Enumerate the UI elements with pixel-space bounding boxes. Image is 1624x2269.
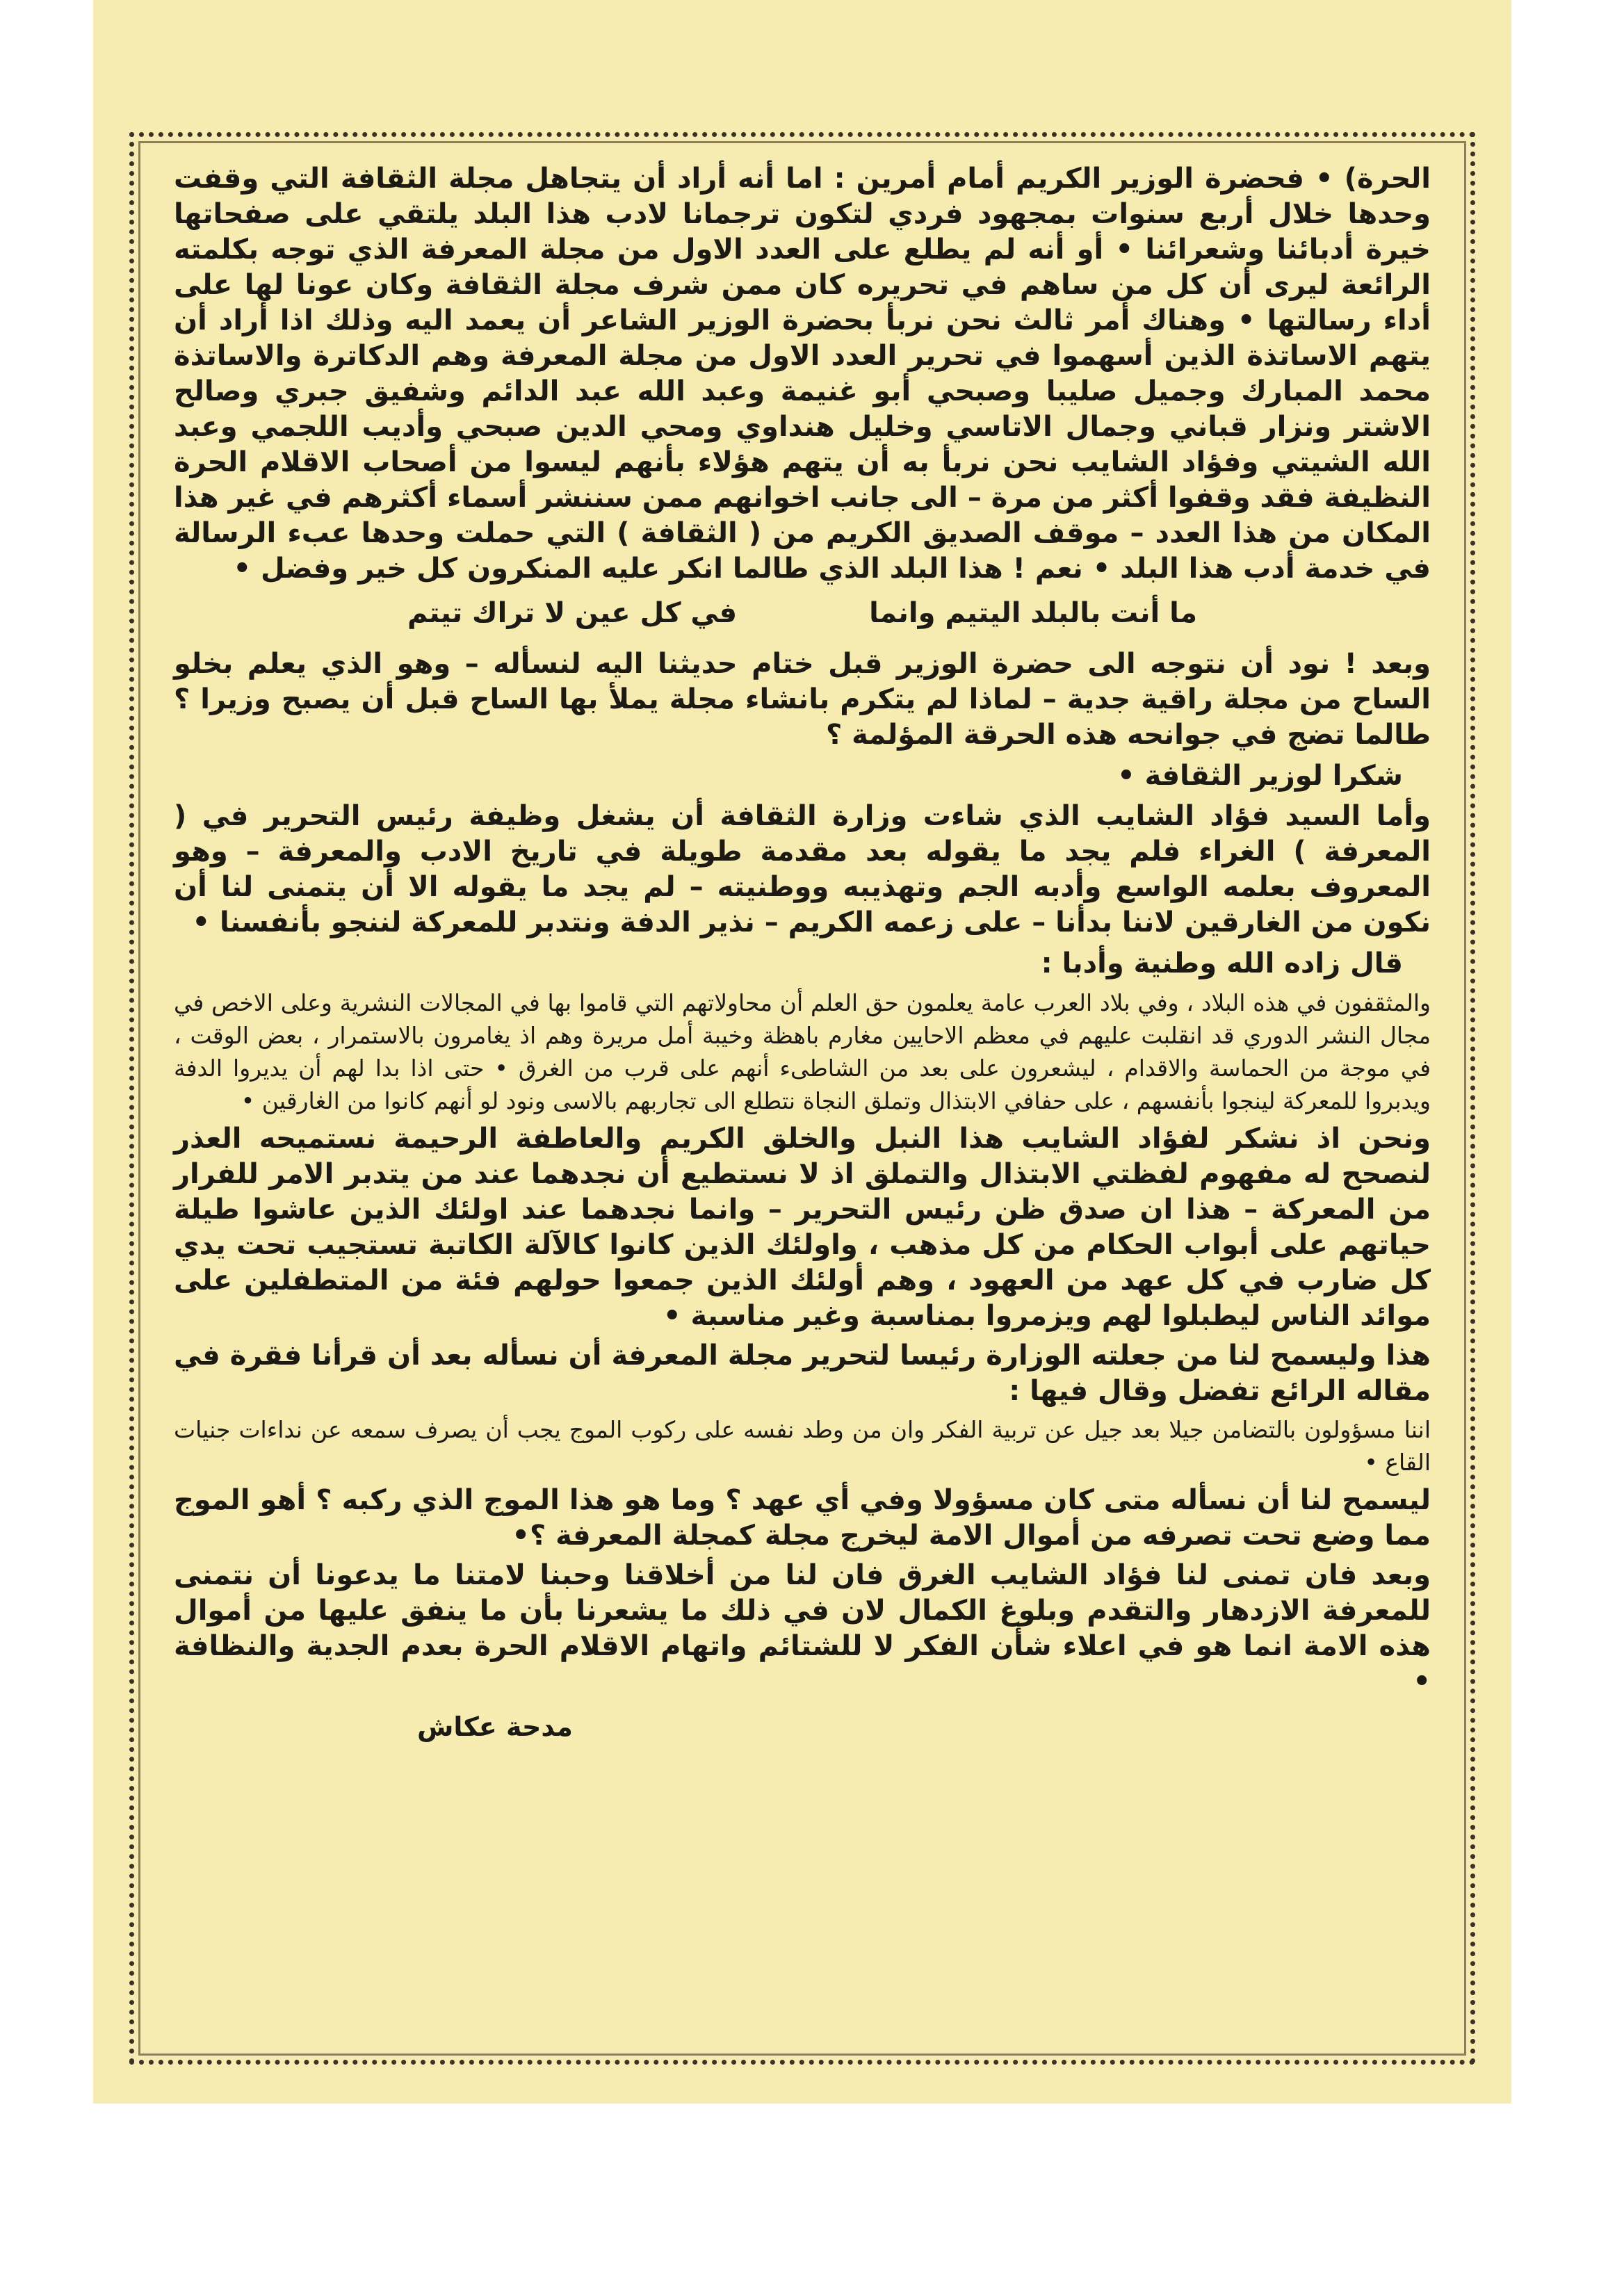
verse-right-hemistich: ما أنت بالبلد اليتيم وانما — [869, 597, 1197, 629]
paragraph-2: وبعد ! نود أن نتوجه الى حضرة الوزير قبل ختام حديثنا اليه لنسأله – وهو الذي يعلم بخلو الساح من مجلة راقية جدية – لماذا لم يتكرم بانشاء مجلة يملأ بها الساح قبل أن يصبح وزيرا ؟ طالما تضج في جوانحه هذه الحرقة المؤلمة ؟ — [174, 648, 1431, 751]
paragraph-7: ونحن اذ نشكر لفؤاد الشايب هذا النبل والخلق الكريم والعاطفة الرحيمة نستميحه العذر لنصحح له مفهوم لفظتي الابتذال والتملق اذ لا نستطيع أن نجدهما عند من يتدبر الامر للفرار من المعركة – هذا ان صدق ظن رئيس التحرير – وانما نجدهما عند اولئك الذين عاشوا طيلة حياتهم على أبواب الحكام من كل مذهب ، واولئك الذين كانوا كالآلة الكاتبة تستجيب تحت يدي كل ضارب في كل عهد من العهود ، وهم أولئك الذين جمعوا حولهم فئة من المتطفلين على موائد الناس ليطبلوا لهم ويزمروا بمناسبة وغير مناسبة • — [174, 1123, 1431, 1332]
author-signature: مدحة عكاش — [417, 1711, 573, 1742]
quoted-paragraph-6: والمثقفون في هذه البلاد ، وفي بلاد العرب عامة يعلمون حق العلم أن محاولاتهم التي قاموا بها في المجالات النشرية وعلى الاخص في مجال النشر الدوري قد انقلبت عليهم في معظم الاحايين مغارم باهظة وخيبة أمل مريرة وهم اذ يغامرون بالاستمرار ، بعض الوقت ، في موجة من الحماسة والاقدام ، ليشعرون على بعد من الشاطىء أنهم على قرب من الغرق • حتى اذا بدا لهم أن يديروا الدفة ويدبروا للمعركة لينجوا بأنفسهم ، على حفافي الابتذال وتملق النجاة نتطلع الى تجاربهم بالاسى ونود لو أنهم كانوا من الغارقين • — [174, 989, 1431, 1114]
paragraph-1: الحرة) • فحضرة الوزير الكريم أمام أمرين : اما أنه أراد أن يتجاهل مجلة الثقافة التي وقفت وحدها خلال أربع سنوات بمجهود فردي لتكون ترجمانا لادب هذا البلد يلتقي على صفحاتها خيرة أدبائنا وشعرائنا • أو أنه لم يطلع على العدد الاول من مجلة المعرفة الذي توجه بكلمته الرائعة ليرى أن كل من ساهم في تحريره كان ممن شرف مجلة الثقافة وكان عونا لها على أداء رسالتها • وهناك أمر ثالث نحن نربأ بحضرة الوزير الشاعر أن يعمد اليه وذلك اذا أراد أن يتهم الاساتذة الذين أسهموا في تحرير العدد الاول من مجلة المعرفة وهم الدكاترة والاساتذة محمد المبارك وجميل صليبا وصبحي أبو غنيمة وعبد الله عبد الدائم وشفيق جبري وصالح الاشتر ونزار قباني وجمال الاتاسي وخليل هنداوي ومحي الدين صبحي وأديب اللجمي وعبد الله الشيتي وفؤاد الشايب نحن نربأ به أن يتهم هؤلاء بأنهم ليسوا من أصحاب الاقلام الحرة النظيفة فقد وقفوا أكثر من مرة – الى جانب اخوانهم ممن سننشر أسماء أكثرهم في غير هذا المكان من هذا العدد – موقف الصديق الكريم من ( الثقافة ) التي حملت وحدها عبء الرسالة في خدمة أدب هذا البلد • نعم ! هذا البلد الذي طالما انكر عليه المنكرون كل خير وفضل • — [174, 163, 1431, 585]
quoted-paragraph-9: اننا مسؤولون بالتضامن جيلا بعد جيل عن تربية الفكر وان من وطد نفسه على ركوب الموج يجب أن يصرف سمعه عن نداءات جنيات القاع • — [174, 1416, 1431, 1476]
poetry-verse — [174, 594, 1431, 633]
article-body — [174, 161, 1431, 1744]
verse-left-hemistich: في كل عين لا تراك تيتم — [407, 597, 738, 629]
paragraph-4: وأما السيد فؤاد الشايب الذي شاءت وزارة الثقافة أن يشغل وظيفة رئيس التحرير في ( المعرفة ) الغراء فلم يجد ما يقوله بعد مقدمة طويلة في تاريخ الادب والمعرفة – وهو المعروف بعلمه الواسع وأدبه الجم وتهذيبه ووطنيته – لم يجد ما يقوله الا أن يتمنى لنا أن نكون من الغارقين لاننا بدأنا – على زعمه الكريم – نذير الدفة ونتدبر للمعركة لننجو بأنفسنا • — [174, 800, 1431, 938]
paragraph-11: وبعد فان تمنى لنا فؤاد الشايب الغرق فان لنا من أخلاقنا وحبنا لامتنا ما يدعونا أن نتمنى للمعرفة الازدهار والتقدم وبلوغ الكمال لان في ذلك ما يشعرنا بأن ما ينفق عليها من أموال هذه الامة انما هو في اعلاء شأن الفكر لا للشتائم واتهام الاقلام الحرة بعدم الجدية والنظافة • — [174, 1559, 1431, 1698]
paragraph-5: قال زاده الله وطنية وأدبا : — [1041, 948, 1403, 979]
paragraph-8: هذا وليسمح لنا من جعلته الوزارة رئيسا لتحرير مجلة المعرفة أن نسأله بعد أن قرأنا فقرة في مقاله الرائع تفضل وقال فيها : — [174, 1340, 1431, 1407]
paragraph-10: ليسمح لنا أن نسأله متى كان مسؤولا وفي أي عهد ؟ وما هو هذا الموج الذي ركبه ؟ أهو الموج مما وضع تحت تصرفه من أموال الامة ليخرج مجلة كمجلة المعرفة ؟• — [174, 1484, 1431, 1552]
paragraph-3: شكرا لوزير الثقافة • — [1117, 760, 1403, 792]
